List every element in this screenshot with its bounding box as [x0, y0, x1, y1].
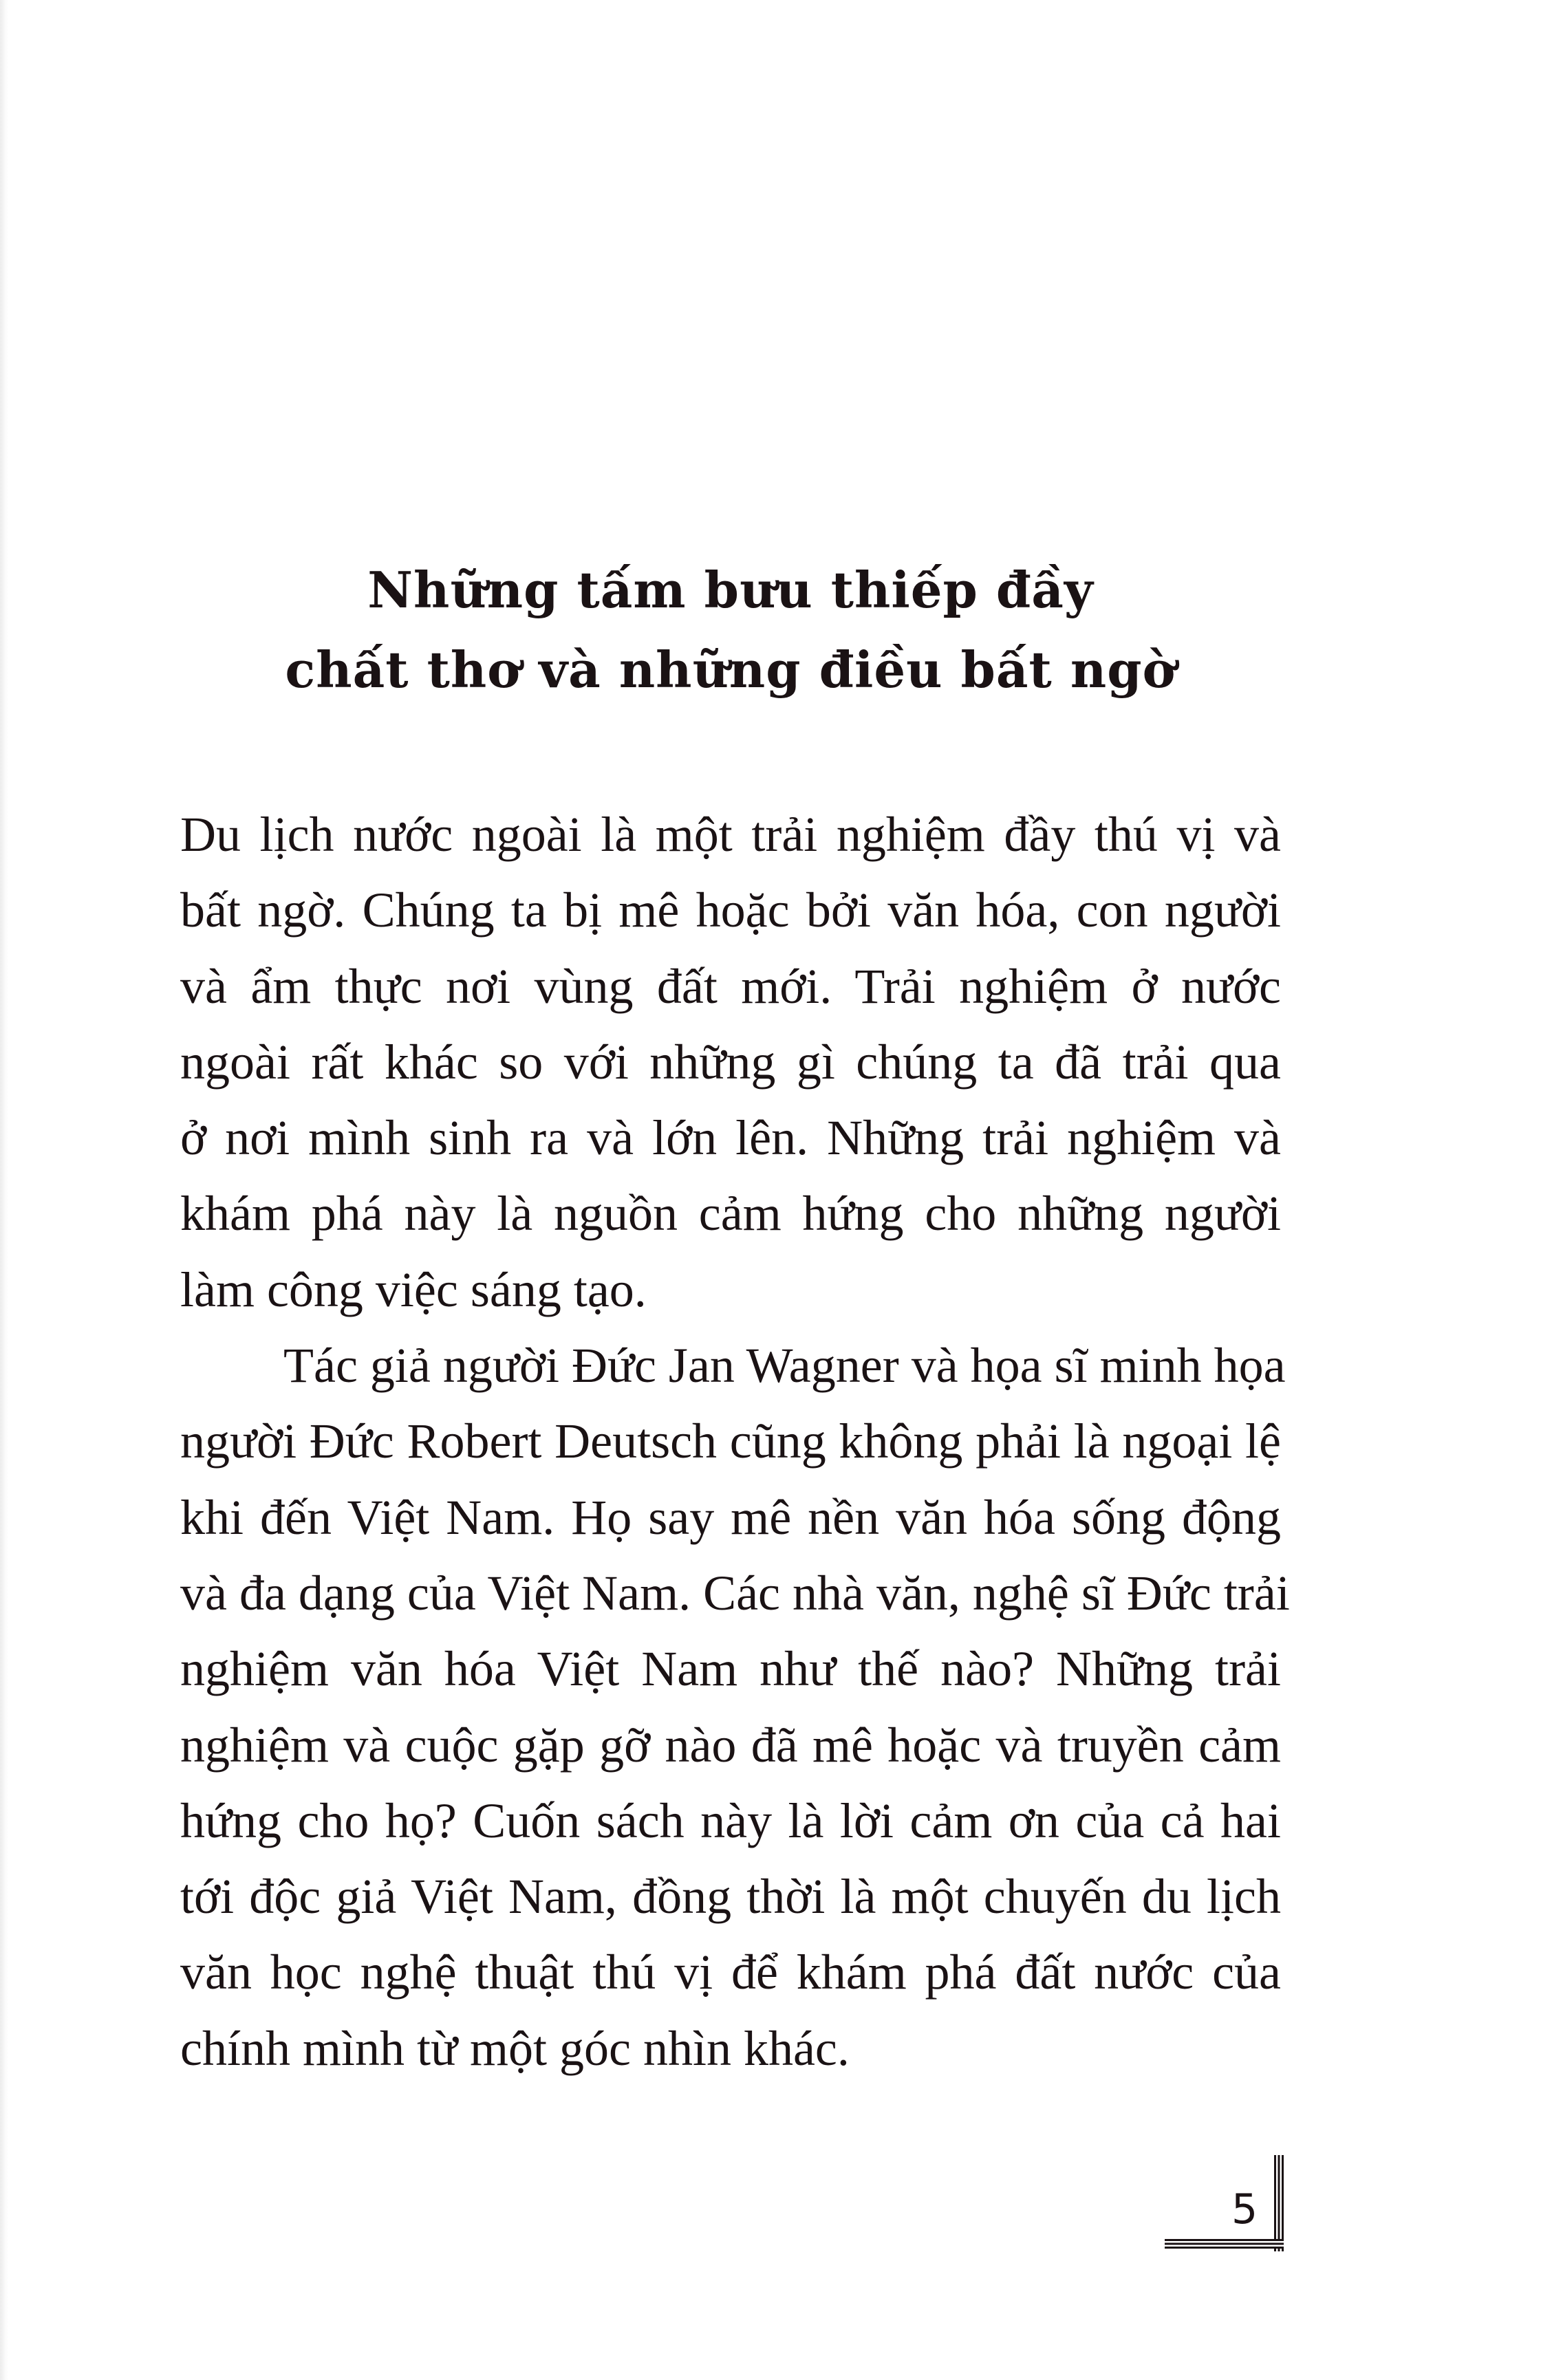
text-line: và đa dạng của Việt Nam. Các nhà văn, nghệ sĩ Đức trải: [180, 1565, 1290, 1621]
text-line: Du lịch nước ngoài là một trải nghiệm đầy thú vị và: [180, 807, 1281, 862]
corner-rule-horizontal: [1165, 2239, 1284, 2249]
scan-page-edge: [0, 0, 8, 2380]
chapter-title-line-2: chất thơ và những điều bất ngờ: [285, 640, 1176, 699]
text-line: người Đức Robert Deutsch cũng không phải là ngoại lệ: [180, 1414, 1281, 1469]
paragraph-2: [180, 1328, 1290, 2086]
text-line: và ẩm thực nơi vùng đất mới. Trải nghiệm ở nước: [180, 958, 1281, 1014]
text-line: Tác giả người Đức Jan Wagner và họa sĩ minh họa: [283, 1338, 1286, 1394]
text-line: khi đến Việt Nam. Họ say mê nền văn hóa sống động: [180, 1489, 1281, 1545]
text-line: ngoài rất khác so với những gì chúng ta đã trải qua: [180, 1034, 1281, 1090]
paragraph-1: [180, 797, 1281, 1328]
text-line: nghiệm và cuộc gặp gỡ nào đã mê hoặc và truyền cảm: [180, 1717, 1281, 1773]
page-number-ornament: [1163, 2153, 1286, 2253]
chapter-title-line-1: Những tấm bưu thiếp đầy: [367, 561, 1094, 619]
text-line: khám phá này là nguồn cảm hứng cho những người: [180, 1186, 1281, 1242]
text-line: làm công việc sáng tạo.: [180, 1262, 647, 1317]
text-line: hứng cho họ? Cuốn sách này là lời cảm ơn của cả hai: [180, 1793, 1281, 1848]
text-line: tới độc giả Việt Nam, đồng thời là một chuyến du lịch: [180, 1869, 1281, 1925]
text-line: ở nơi mình sinh ra và lớn lên. Những trải nghiệm và: [180, 1110, 1281, 1166]
text-line: bất ngờ. Chúng ta bị mê hoặc bởi văn hóa, con người: [180, 883, 1281, 938]
corner-rule-vertical: [1274, 2155, 1284, 2251]
text-line: chính mình từ một góc nhìn khác.: [180, 2020, 850, 2076]
body-text: [180, 797, 1290, 2086]
page-number: 5: [1231, 2185, 1258, 2233]
text-line: văn học nghệ thuật thú vị để khám phá đất nước của: [180, 1945, 1281, 2000]
chapter-title: [180, 550, 1281, 710]
text-line: nghiệm văn hóa Việt Nam như thế nào? Những trải: [180, 1641, 1281, 1697]
